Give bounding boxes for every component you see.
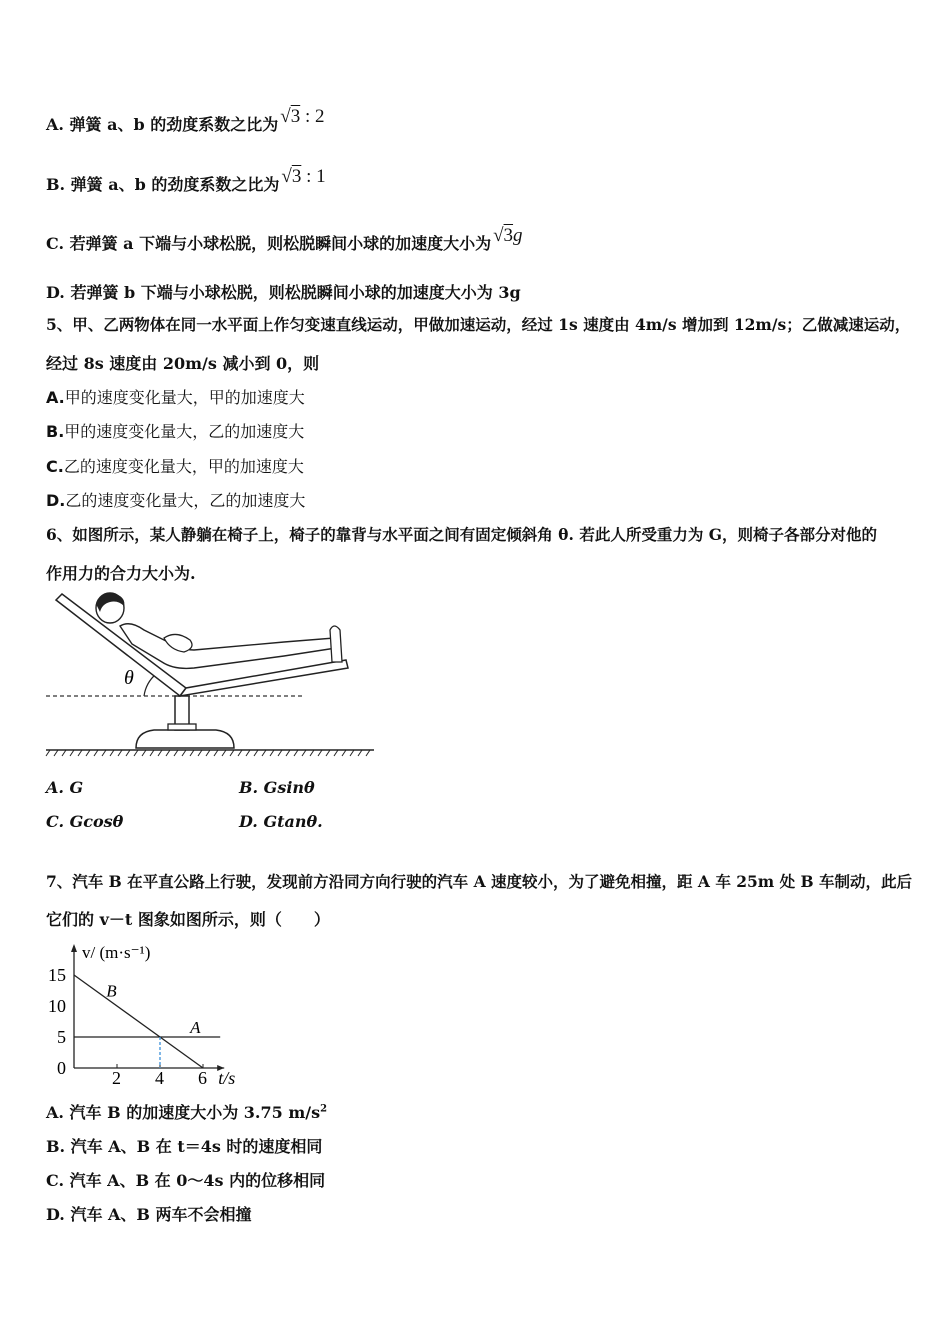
q5-option-b: B.甲的速度变化量大，乙的加速度大: [46, 422, 305, 441]
q4-option-b: B. 弹簧 a、b 的劲度系数之比为 √3 : 1: [46, 166, 326, 194]
series-label-A: A: [190, 1018, 201, 1037]
y-tick-label: 0: [57, 1058, 66, 1078]
q6-option-a: A. G: [46, 778, 84, 797]
q6-option-d: D. Gtanθ.: [239, 812, 323, 831]
q5-stem-line1: 5、甲、乙两物体在同一水平面上作匀变速直线运动，甲做加速运动，经过 1s 速度由 4m/s 增加到 12m/s；乙做减速运动，: [46, 315, 911, 334]
q5-stem-line2: 经过 8s 速度由 20m/s 减小到 0，则: [46, 354, 320, 373]
q4-option-a: A. 弹簧 a、b 的劲度系数之比为 √3 : 2: [46, 106, 325, 134]
y-tick-label: 15: [48, 965, 66, 985]
sqrt-expression: √3 : 2: [280, 106, 325, 127]
q7-stem-line1: 7、汽车 B 在平直公路上行驶，发现前方沿同方向行驶的汽车 A 速度较小，为了避免相撞，距 A 车 25m 处 B 车制动，此后: [46, 872, 912, 891]
q7-option-a: A. 汽车 B 的加速度大小为 3.75 $m/s^2$: [46, 1103, 328, 1122]
x-tick-label: 2: [112, 1068, 121, 1088]
q5-option-d: D.乙的速度变化量大，乙的加速度大: [46, 491, 306, 510]
q7-stem-line2: 它们的 v－t 图象如图所示，则（ ）: [46, 910, 330, 929]
reclining-chair-figure: [44, 590, 384, 762]
y-tick-label: 5: [57, 1027, 66, 1047]
q7-option-c: C. 汽车 A、B 在 0～4s 内的位移相同: [46, 1171, 326, 1190]
q5-option-a: A.甲的速度变化量大，甲的加速度大: [46, 388, 305, 407]
x-tick-label: 4: [155, 1068, 164, 1088]
q4-option-c: C. 若弹簧 a 下端与小球松脱，则松脱瞬间小球的加速度大小为 √3g: [46, 225, 523, 253]
q6-option-b: B. Gsinθ: [239, 778, 315, 797]
y-axis-arrow: [71, 944, 77, 952]
q6-stem-line2: 作用力的合力大小为.: [46, 564, 196, 583]
q5-option-c: C.乙的速度变化量大，甲的加速度大: [46, 457, 304, 476]
q7-option-d: D. 汽车 A、B 两车不会相撞: [46, 1205, 252, 1224]
y-axis-label: v/ (m·s⁻¹): [82, 943, 151, 962]
series-label-B: B: [106, 981, 117, 1001]
sqrt-expression: √3g: [493, 225, 523, 246]
q6-option-c: C. Gcosθ: [46, 812, 124, 831]
sqrt-expression: √3 : 1: [281, 166, 326, 187]
y-tick-label: 10: [48, 996, 66, 1016]
q6-stem-line1: 6、如图所示，某人静躺在椅子上，椅子的靠背与水平面之间有固定倾斜角 θ. 若此人所受重力为 G，则椅子各部分对他的: [46, 525, 877, 544]
vt-chart: [44, 938, 274, 1090]
x-tick-label: 6: [198, 1068, 207, 1088]
series-line-B: [74, 975, 203, 1068]
q7-option-b: B. 汽车 A、B 在 t＝4s 时的速度相同: [46, 1137, 323, 1156]
q4-option-d: D. 若弹簧 b 下端与小球松脱，则松脱瞬间小球的加速度大小为 3g: [46, 283, 521, 302]
theta-angle-label: θ: [124, 667, 134, 689]
x-axis-label: t/s: [218, 1068, 236, 1088]
